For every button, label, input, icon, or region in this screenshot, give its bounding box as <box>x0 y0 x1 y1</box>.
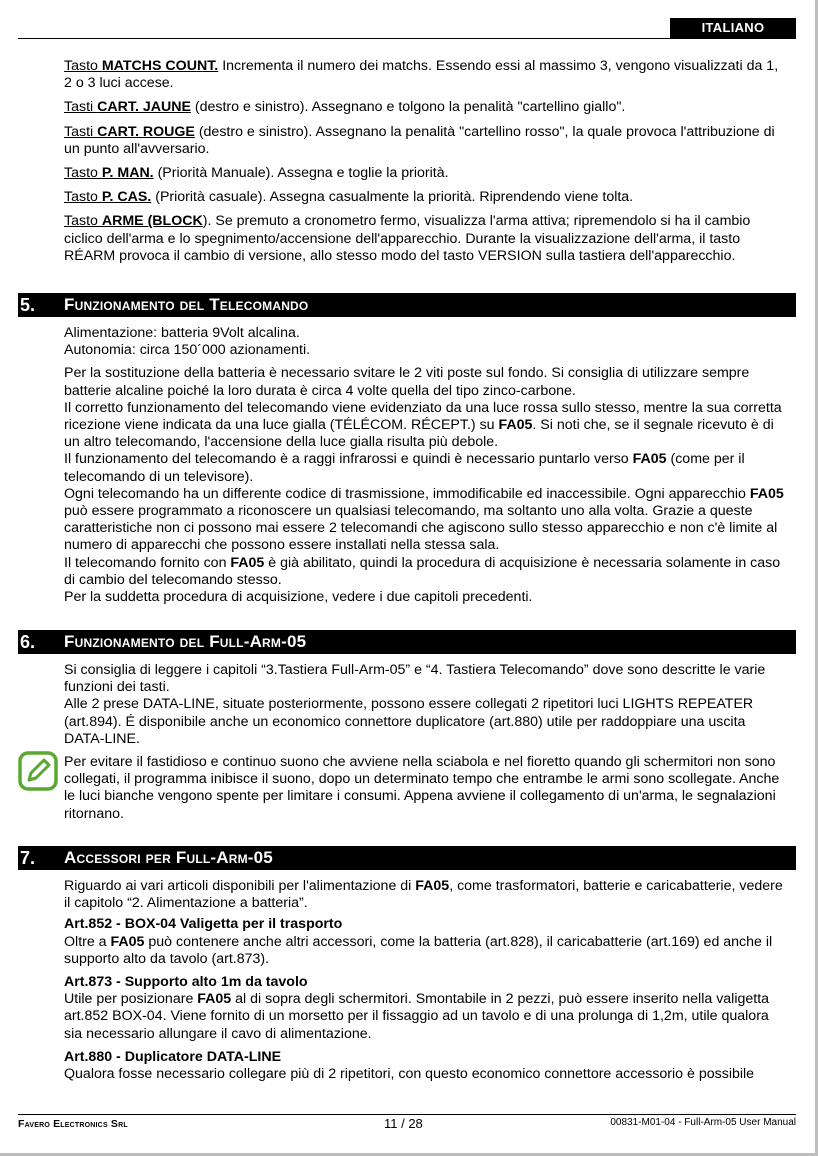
section-number: 5. <box>20 295 36 315</box>
led-paragraph: Il corretto funzionamento del telecomando viene evidenziato da una luce rossa sullo stesso, mentre la sua corretta ricezione viene indicata da una luce gialla (TÉLÉCOM. RÉCEPT.) su FA05. Si noti che, se il segnale ricevuto è di un altro telecomando, l'accensione della luce gialla risulta più debole. <box>64 399 782 451</box>
key-label: MATCHS COUNT. <box>101 58 219 74</box>
art-852-title: Art.852 - BOX-04 Valigetta per il trasporto <box>64 916 343 933</box>
key-label: P. MAN. <box>101 165 154 182</box>
key-label: P. CAS. <box>101 189 152 206</box>
section-7-heading <box>18 846 796 870</box>
section-title: Funzionamento del Full-Arm-05 <box>64 632 307 651</box>
section-5-heading <box>18 293 796 317</box>
section-number: 7. <box>20 848 36 868</box>
key-descriptions <box>64 58 788 265</box>
section-6-body <box>64 662 788 823</box>
art-873-title: Art.873 - Supporto alto 1m da tavolo <box>64 974 308 991</box>
key-item-cart-jaune: Tasti CART. JAUNE (destro e sinistro). Assegnano e tolgono la penalità "cartellino giallo". <box>64 99 626 116</box>
art-852-text: Oltre a FA05 può contenere anche altri accessori, come la batteria (art.828), il caricabatterie (art.169) ed anche il supporto alto da tavolo (art.873). <box>64 933 773 967</box>
footer-rule <box>18 1114 796 1115</box>
section-7-body <box>64 878 788 1083</box>
dataline-paragraph: Alle 2 prese DATA-LINE, situate posteriormente, possono essere collegati 2 ripetitori luci LIGHTS REPEATER (art.894). É disponibile anche un economico connettore duplicatore (art.880) utile per raddoppiare una uscita DATA-LINE. <box>64 696 754 747</box>
key-item-p-cas: Tasto P. CAS. (Priorità casuale). Assegna casualmente la priorità. Riprendendo viene tolta. <box>64 189 634 206</box>
art-873-text: Utile per posizionare FA05 al di sopra degli schermitori. Smontabile in 2 pezzi, può essere inserito nella valigetta art.852 BOX-04. Viene fornito di un morsetto per il fissaggio ad un tavolo e di una prolunga di 1,2m, utile qualora sia necessario allungare il cavo di alimentazione. <box>64 991 770 1042</box>
art-880-text: Qualora fosse necessario collegare più di 2 ripetitori, con questo economico connettore accessorio è possibile <box>64 1066 755 1083</box>
note-paragraph: Per evitare il fastidioso e continuo suono che avviene nella sciabola e nel fioretto quando gli schermitori non sono collegati, il programma inibisce il suono, dopo un determinato tempo che entrambe le armi sono scollegate. Anche le luci bianche vengono spente per limitare i consumi. Appena avviene il collegamento di un'arma, le segnalazioni ritornano. <box>64 754 780 822</box>
note-pencil-icon <box>18 751 58 791</box>
language-tab: ITALIANO <box>670 18 796 38</box>
section-5-body <box>64 325 788 606</box>
code-paragraph: Ogni telecomando ha un differente codice di trasmissione, immodificabile ed inaccessibile. Ogni apparecchio FA05 può essere programmato a riconoscere un qualsiasi telecomando, ma soltanto uno alla volta. Grazie a queste caratteristiche non ci possono mai essere 2 telecomandi che agiscono sullo stesso apparecchio e non c'è limite al numero di apparecchi che possono essere installati nella stessa sala. <box>64 485 784 554</box>
key-item-arme-block: Tasto ARME (BLOCK). Se premuto a cronometro fermo, visualizza l'arma attiva; ripremendolo si ha il cambio ciclico dell'arma e lo spegnimento/accensione dell'apparecchio. Durante la visualizzazione dell'arma, il tasto RÉARM provoca il cambio di versione, allo stesso modo del tasto VERSION sulla tastiera dell'apparecchio. <box>64 213 751 264</box>
key-item-matchs-count: Tasto MATCHS COUNT. Incrementa il numero dei matchs. Essendo essi al massimo 3, vengono visualizzati da 1, 2 o 3 luci accese. <box>64 58 779 92</box>
section-title: Accessori per Full-Arm-05 <box>64 848 273 867</box>
key-label: CART. JAUNE <box>97 99 191 116</box>
art-880-title: Art.880 - Duplicatore DATA-LINE <box>64 1048 282 1065</box>
footer-company: Favero Electronics Srl <box>18 1118 128 1130</box>
key-item-p-man: Tasto P. MAN. (Priorità Manuale). Assegna e toglie la priorità. <box>64 165 449 182</box>
header-rule <box>18 38 796 39</box>
section-number: 6. <box>20 632 36 652</box>
power-line: Alimentazione: batteria 9Volt alcalina. <box>64 325 300 341</box>
page-number: 11 / 28 <box>384 1116 423 1131</box>
section-6-heading <box>18 630 796 654</box>
key-item-cart-rouge: Tasti CART. ROUGE (destro e sinistro). Assegnano la penalità "cartellino rosso", la quale provoca l'attribuzione di un punto all'avversario. <box>64 123 775 157</box>
key-label: CART. ROUGE <box>97 123 195 140</box>
procedure-paragraph: Per la suddetta procedura di acquisizione, vedere i due capitoli precedenti. <box>64 589 533 606</box>
document-reference: 00831-M01-04 - Full-Arm-05 User Manual <box>610 1117 796 1128</box>
section-title: Funzionamento del Telecomando <box>64 295 309 314</box>
key-label: ARME (BLOCK <box>101 213 203 230</box>
supplied-paragraph: Il telecomando fornito con FA05 è già abilitato, quindi la procedura di acquisizione è necessaria solamente in caso di cambio del telecomando stesso. <box>64 554 781 588</box>
infrared-paragraph: Il funzionamento del telecomando è a raggi infrarossi e quindi è necessario puntarlo verso FA05 (come per il telecomando di un televisore). <box>64 451 745 485</box>
read-chapters-paragraph: Si consiglia di leggere i capitoli “3.Tastiera Full-Arm-05” e “4. Tastiera Telecomando” dove sono descritte le varie funzioni dei tasti. <box>64 662 766 696</box>
autonomy-line: Autonomia: circa 150´000 azionamenti. <box>64 342 311 359</box>
battery-paragraph: Per la sostituzione della batteria è necessario svitare le 2 viti poste sul fondo. Si consiglia di utilizzare sempre batterie alcaline poiché la loro durata è circa 4 volte quella del tipo zinco-carbone. <box>64 365 750 399</box>
accessories-intro: Riguardo ai vari articoli disponibili per l'alimentazione di FA05, come trasformatori, batterie e caricabatterie, vedere il capitolo “2. Alimentazione a batteria”. <box>64 878 783 912</box>
